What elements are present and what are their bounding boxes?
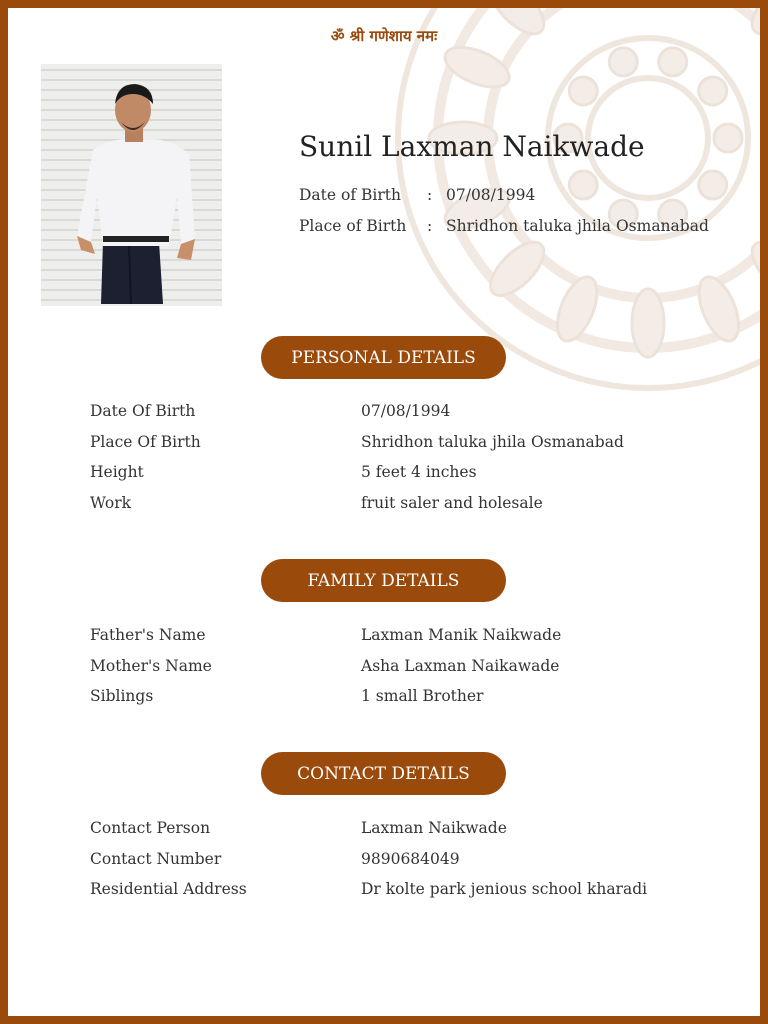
mandala-dot <box>714 124 742 152</box>
mandala-dot <box>699 171 727 199</box>
row-label: Residential Address <box>90 880 247 898</box>
mandala-petal <box>691 0 747 5</box>
mandala-petal <box>549 0 605 5</box>
profile-name: Sunil Laxman Naikwade <box>299 130 645 163</box>
list-item <box>90 402 730 433</box>
mandala-petal <box>691 271 747 346</box>
list-item <box>90 626 730 657</box>
row-value: 07/08/1994 <box>361 402 451 420</box>
mandala-dot <box>659 48 687 76</box>
dob-label: Date of Birth <box>299 186 401 204</box>
profile-pob <box>299 217 709 235</box>
row-value: Laxman Naikwade <box>361 819 507 837</box>
row-value: Asha Laxman Naikawade <box>361 656 560 675</box>
row-value: fruit saler and holesale <box>361 493 543 512</box>
list-item <box>90 494 730 525</box>
list-item <box>90 819 730 850</box>
mandala-dot <box>569 77 597 105</box>
contact-details-list <box>90 819 730 911</box>
row-value: Laxman Manik Naikwade <box>361 626 562 644</box>
contact-details-heading: CONTACT DETAILS <box>261 752 506 795</box>
profile-photo <box>41 64 222 306</box>
list-item <box>90 687 730 718</box>
list-item <box>90 880 730 911</box>
pob-separator: : <box>427 217 433 235</box>
row-label: Contact Number <box>90 849 222 868</box>
pob-value: Shridhon taluka jhila Osmanabad <box>446 217 709 235</box>
mandala-petal <box>482 233 553 304</box>
row-label: Work <box>90 493 132 512</box>
family-details-heading: FAMILY DETAILS <box>261 559 506 602</box>
row-label: Father's Name <box>90 626 206 644</box>
row-value: 9890684049 <box>361 849 460 868</box>
list-item <box>90 850 730 881</box>
row-label: Contact Person <box>90 819 211 837</box>
list-item <box>90 433 730 464</box>
row-value: 1 small Brother <box>361 687 484 705</box>
dob-separator: : <box>427 186 433 204</box>
dob-value: 07/08/1994 <box>446 186 536 204</box>
mandala-dot <box>699 77 727 105</box>
row-label: Mother's Name <box>90 656 212 675</box>
profile-dob <box>299 186 535 204</box>
row-label: Height <box>90 463 144 481</box>
mandala-petal <box>440 39 515 95</box>
pob-label: Place of Birth <box>299 217 407 235</box>
list-item <box>90 463 730 494</box>
mandala-dot <box>569 171 597 199</box>
row-value: Shridhon taluka jhila Osmanabad <box>361 432 624 451</box>
mandala-petal <box>632 289 664 357</box>
row-value: 5 feet 4 inches <box>361 463 477 481</box>
personal-details-heading: PERSONAL DETAILS <box>261 336 506 379</box>
ganesh-invocation: ॐ श्री गणेशाय नमः <box>330 27 438 45</box>
row-value: Dr kolte park jenious school kharadi <box>361 880 648 898</box>
row-label: Date Of Birth <box>90 402 196 420</box>
row-label: Siblings <box>90 687 154 705</box>
personal-details-list <box>90 402 730 524</box>
mandala-petal <box>549 271 605 346</box>
mandala-dot <box>609 48 637 76</box>
family-details-list <box>90 626 730 718</box>
list-item <box>90 657 730 688</box>
row-label: Place Of Birth <box>90 432 201 451</box>
